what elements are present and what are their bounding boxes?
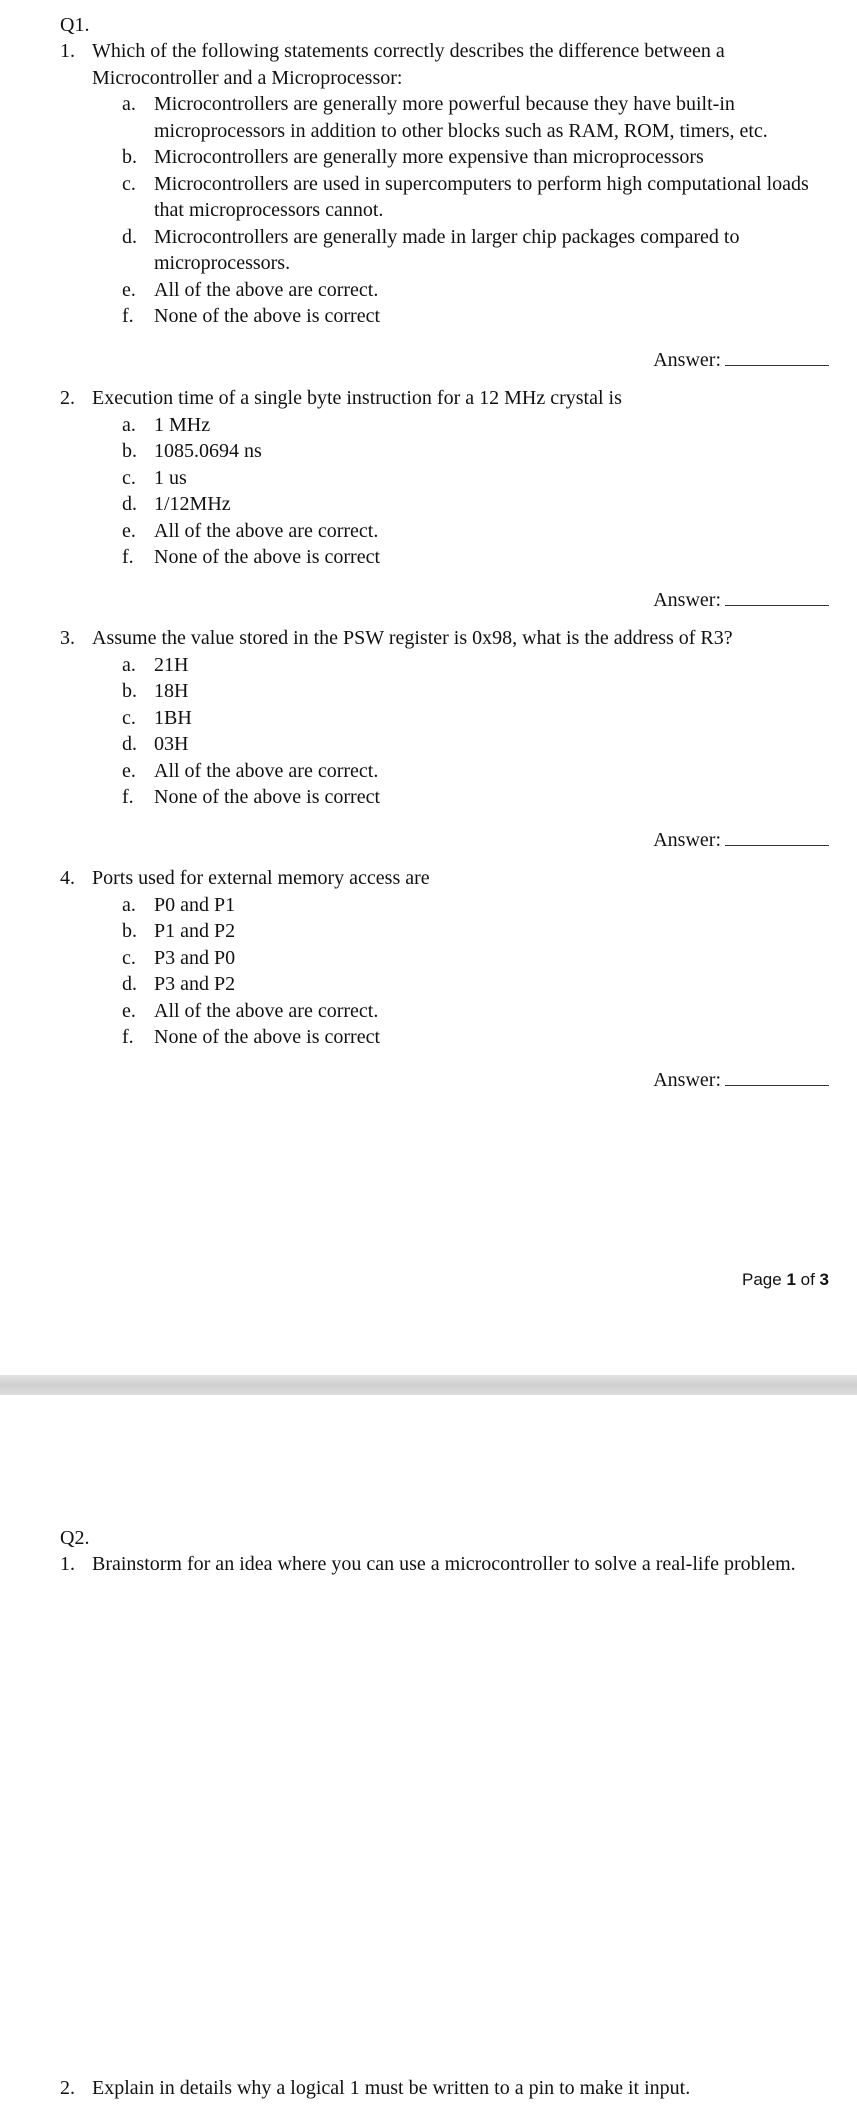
question-number: 2. — [60, 2077, 75, 2099]
option-label: a. — [122, 413, 136, 436]
option-d — [122, 971, 820, 998]
option-list — [122, 892, 820, 1051]
option-list — [122, 652, 820, 811]
section-heading-q1: Q1. — [60, 14, 90, 36]
option-label: a. — [122, 653, 136, 676]
option-label: f. — [122, 786, 134, 808]
option-text: All of the above are correct. — [154, 519, 379, 542]
option-d — [122, 491, 820, 518]
option-text: Microcontrollers are used in supercomputers to perform high computational loads that microprocessors cannot. — [154, 172, 809, 221]
option-text: 18H — [154, 680, 189, 702]
option-label: c. — [122, 466, 136, 489]
option-text: Microcontrollers are generally more powerful because they have built-in microprocessors in addition to other blocks such as RAM, ROM, timers, etc. — [154, 93, 768, 142]
option-text: Microcontrollers are generally more expensive than microprocessors — [154, 146, 704, 168]
answer-label: Answer: — [653, 349, 721, 371]
option-label: f. — [122, 546, 134, 568]
option-label: d. — [122, 225, 137, 248]
option-label: e. — [122, 278, 136, 301]
answer-blank[interactable] — [725, 345, 829, 366]
option-f — [122, 303, 820, 330]
option-e — [122, 998, 820, 1025]
footer-total-pages: 3 — [819, 1270, 829, 1289]
page-footer — [742, 1267, 829, 1294]
page-2 — [0, 1395, 857, 2120]
option-label: e. — [122, 999, 136, 1022]
answer-blank[interactable] — [725, 1065, 829, 1086]
answer-line-4[interactable] — [653, 1065, 829, 1094]
option-label: b. — [122, 920, 137, 942]
option-label: f. — [122, 1026, 134, 1048]
option-text: 1 MHz — [154, 413, 211, 436]
page-separator — [0, 1375, 857, 1395]
section-heading-q2: Q2. — [60, 1527, 90, 1549]
option-a — [122, 652, 820, 679]
footer-current-page: 1 — [786, 1270, 796, 1289]
option-text: None of the above is correct — [154, 1026, 381, 1048]
option-a — [122, 892, 820, 919]
option-label: a. — [122, 93, 136, 115]
option-d — [122, 224, 820, 277]
option-b — [122, 678, 820, 705]
option-label: d. — [122, 973, 137, 995]
question-1 — [60, 38, 820, 330]
option-a — [122, 91, 820, 144]
option-f — [122, 784, 820, 811]
option-label: b. — [122, 680, 137, 702]
option-text: P0 and P1 — [154, 893, 236, 916]
option-label: a. — [122, 893, 136, 916]
option-a — [122, 412, 820, 439]
answer-line-2[interactable] — [653, 585, 829, 614]
option-text: Microcontrollers are generally made in larger chip packages compared to microprocessors. — [154, 225, 740, 274]
footer-prefix: Page — [742, 1270, 787, 1289]
option-label: d. — [122, 733, 137, 755]
option-list — [122, 91, 820, 330]
option-text: P3 and P0 — [154, 946, 236, 969]
option-label: c. — [122, 946, 136, 969]
option-e — [122, 758, 820, 785]
option-c — [122, 171, 820, 224]
option-text: None of the above is correct — [154, 546, 381, 568]
option-label: c. — [122, 172, 136, 195]
answer-blank[interactable] — [725, 825, 829, 846]
question-stem: Execution time of a single byte instruction for a 12 MHz crystal is — [92, 387, 622, 409]
question-2 — [60, 385, 820, 571]
question-stem: Assume the value stored in the PSW register is 0x98, what is the address of R3? — [92, 627, 733, 649]
option-label: b. — [122, 146, 137, 168]
question-4 — [60, 865, 820, 1051]
option-label: f. — [122, 305, 134, 327]
option-d — [122, 731, 820, 758]
question-number: 2. — [60, 387, 75, 409]
option-b — [122, 438, 820, 465]
option-text: All of the above are correct. — [154, 759, 379, 782]
option-text: None of the above is correct — [154, 305, 381, 327]
option-label: c. — [122, 706, 136, 729]
q2-question-2 — [60, 2075, 820, 2102]
option-text: 03H — [154, 733, 189, 755]
option-text: None of the above is correct — [154, 786, 381, 808]
question-3 — [60, 625, 820, 811]
option-label: b. — [122, 440, 137, 462]
option-c — [122, 465, 820, 492]
answer-label: Answer: — [653, 1069, 721, 1091]
option-f — [122, 1024, 820, 1051]
answer-blank[interactable] — [725, 585, 829, 606]
option-text: All of the above are correct. — [154, 278, 379, 301]
question-stem: Brainstorm for an idea where you can use a microcontroller to solve a real-life problem. — [92, 1553, 796, 1575]
option-c — [122, 705, 820, 732]
question-number: 1. — [60, 1553, 75, 1575]
question-number: 1. — [60, 40, 75, 62]
question-number: 3. — [60, 627, 75, 649]
option-text: 1/12MHz — [154, 493, 231, 515]
option-text: 1085.0694 ns — [154, 440, 262, 462]
option-text: P1 and P2 — [154, 920, 236, 942]
option-text: 1BH — [154, 706, 192, 729]
option-text: 21H — [154, 653, 189, 676]
question-stem: Which of the following statements correctly describes the difference between a Microcontroller and a Microprocessor: — [92, 40, 725, 89]
question-stem: Explain in details why a logical 1 must be written to a pin to make it input. — [92, 2077, 691, 2099]
option-f — [122, 544, 820, 571]
option-label: d. — [122, 493, 137, 515]
answer-label: Answer: — [653, 589, 721, 611]
question-number: 4. — [60, 867, 75, 889]
answer-line-3[interactable] — [653, 825, 829, 854]
q2-question-1 — [60, 1551, 820, 1578]
footer-middle: of — [795, 1270, 820, 1289]
option-c — [122, 945, 820, 972]
option-e — [122, 277, 820, 304]
option-e — [122, 518, 820, 545]
option-b — [122, 144, 820, 171]
answer-label: Answer: — [653, 829, 721, 851]
option-text: All of the above are correct. — [154, 999, 379, 1022]
option-list — [122, 412, 820, 571]
option-text: 1 us — [154, 466, 187, 489]
question-stem: Ports used for external memory access are — [92, 867, 430, 889]
option-label: e. — [122, 519, 136, 542]
option-label: e. — [122, 759, 136, 782]
option-text: P3 and P2 — [154, 973, 236, 995]
option-b — [122, 918, 820, 945]
answer-line-1[interactable] — [653, 345, 829, 374]
